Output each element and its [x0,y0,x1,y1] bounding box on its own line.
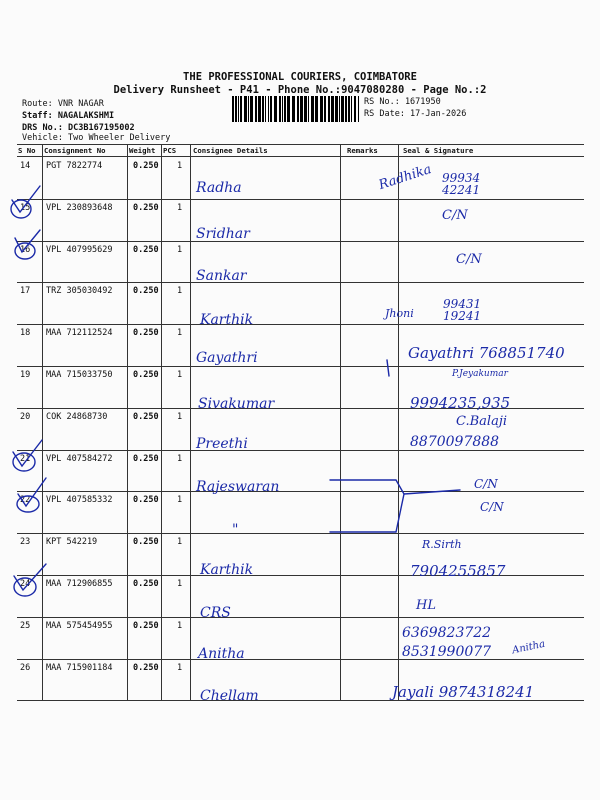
row-sno: 26 [20,662,31,673]
row-pcs: 1 [177,620,183,631]
barcode-bar [284,96,286,122]
row-sno: 24 [20,579,31,589]
sign-name-25: Anitha [511,638,547,657]
row-pcs: 1 [177,328,183,339]
column-divider [190,144,191,700]
barcode-bar [248,96,249,122]
row-consignment-no: VPL 230893648 [46,202,113,213]
column-divider [398,144,399,700]
row-weight: 0.250 [133,411,159,422]
sign-25: 6369823722 8531990077 [402,625,492,660]
table-top-rule [17,144,584,145]
bracket-21-22 [330,480,404,532]
barcode-bar [274,96,277,122]
row-pcs: 1 [177,286,183,297]
column-divider [340,144,341,700]
row-sno: 14 [20,161,31,171]
barcode-bar [255,96,257,122]
row-pcs: 1 [177,579,183,589]
company-name: THE PROFESSIONAL COURIERS, COIMBATORE [183,71,417,83]
barcode-bar [335,96,338,122]
row-pcs: 1 [177,202,183,213]
barcode-bar [282,96,283,122]
row-consignment-no: PGT 7822774 [46,161,103,171]
row-consignment-no: VPL 407585332 [46,495,113,506]
row-sno: 25 [20,620,31,631]
barcode-bar [270,96,272,122]
row-consignment-no: MAA 715901184 [46,662,113,673]
header-rule [17,156,584,157]
barcode-bar [339,96,340,122]
row-consignment-no: VPL 407584272 [46,453,113,464]
consignee-25: Anitha [198,646,245,662]
row-weight: 0.250 [133,537,159,548]
row-sno: 19 [20,370,31,380]
row-weight: 0.250 [133,202,159,213]
row-weight: 0.250 [133,453,159,464]
sign-19: 9994235,935 [410,394,511,412]
sign-23: 7904255857 [410,562,506,580]
barcode-bar [244,96,247,122]
row-sno: 22 [20,495,31,506]
barcode-bar [304,96,307,122]
col-weight: Weight [129,146,156,155]
route: Route: VNR NAGAR [22,99,104,109]
consignee-23: Karthik [200,562,254,578]
row-pcs: 1 [177,244,183,255]
row-sno: 17 [20,286,31,297]
col-consignment: Consignment No [44,146,106,155]
barcode-bar [292,96,295,122]
barcode-bar [250,96,253,122]
barcode [232,96,360,122]
consignee-20: Preethi [196,436,248,452]
row-divider [17,617,584,618]
consignee-17: Karthik [200,312,254,328]
row-consignment-no: MAA 575454955 [46,620,113,631]
row-divider [17,282,584,283]
sign-22: C/N [480,500,504,514]
row-pcs: 1 [177,662,183,673]
row-consignment-no: TRZ 305030492 [46,286,113,297]
barcode-bar [311,96,314,122]
column-divider [161,144,162,700]
row-pcs: 1 [177,537,183,548]
row-consignment-no: VPL 407995629 [46,244,113,255]
vehicle: Vehicle: Two Wheeler Delivery [22,133,171,143]
barcode-bar [324,96,326,122]
sign-name-17: Jhoni [385,307,414,320]
row-sno: 15 [20,202,31,213]
sign-18: Gayathri 768851740 [408,344,565,362]
row-divider [17,324,584,325]
row-weight: 0.250 [133,370,159,380]
sign-20: 8870097888 [410,434,500,450]
barcode-bar [308,96,309,122]
col-seal-signature: Seal & Signature [403,146,474,155]
row-weight: 0.250 [133,579,159,589]
col-sno: S No [18,146,36,155]
col-remarks: Remarks [347,146,378,155]
sign-name-19: P.Jeyakumar [452,369,508,379]
col-consignee: Consignee Details [193,146,268,155]
sign-name-14: Radhika [377,161,434,194]
row-consignment-no: MAA 715033750 [46,370,113,380]
sign-21: C/N [474,477,498,491]
sign-name-20: C.Balaji [456,414,508,429]
barcode-bar [262,96,264,122]
col-pcs: PCS [163,146,177,155]
barcode-bar [345,96,347,122]
barcode-bar [341,96,344,122]
row-divider [17,241,584,242]
row-pcs: 1 [177,161,183,171]
row-weight: 0.250 [133,161,159,171]
row-pcs: 1 [177,495,183,506]
sign-24: HL [416,598,436,613]
consignee-21: Rajeswaran [196,479,280,495]
barcode-bar [268,96,269,122]
row-consignment-no: COK 24868730 [46,411,108,422]
row-consignment-no: MAA 712112524 [46,328,113,339]
sign-14: 99934 42241 [442,171,481,197]
barcode-bar [232,96,234,122]
consignee-14: Radha [196,180,242,196]
barcode-bar [320,96,323,122]
row-pcs: 1 [177,411,183,422]
consignee-26: Chellam [200,688,259,704]
row-pcs: 1 [177,453,183,464]
row-weight: 0.250 [133,328,159,339]
barcode-bar [358,96,359,122]
barcode-bar [331,96,334,122]
drs-number: DRS No.: DC3B167195002 [22,123,135,133]
barcode-bar [348,96,350,122]
barcode-bar [315,96,318,122]
rs-number: RS No.: 1671950 [364,97,441,107]
row-divider [17,199,584,200]
row-weight: 0.250 [133,244,159,255]
consignee-22: " [232,522,239,538]
sign-17: 99431 19241 [443,297,482,323]
barcode-bar [238,96,239,122]
barcode-bar [328,96,330,122]
row-divider [17,366,584,367]
sign-15: C/N [442,208,468,223]
column-divider [127,144,128,700]
barcode-bar [287,96,290,122]
row-weight: 0.250 [133,286,159,297]
sign-name-23: R.Sirth [422,538,462,551]
row-consignment-no: KPT 542219 [46,537,98,548]
row-divider [17,491,584,492]
barcode-bar [258,96,261,122]
barcode-bar [279,96,281,122]
row-sno: 18 [20,328,31,339]
barcode-bar [240,96,242,122]
row-sno: 21 [20,453,31,464]
row-weight: 0.250 [133,495,159,506]
mark-18 [387,360,389,376]
row-consignment-no: MAA 712906855 [46,579,113,589]
barcode-bar [297,96,299,122]
column-divider [42,144,43,700]
sign-16: C/N [456,252,482,267]
barcode-bar [265,96,266,122]
row-weight: 0.250 [133,662,159,673]
row-divider [17,533,584,534]
rs-date: RS Date: 17-Jan-2026 [364,109,467,119]
sign-26: Jayali 9874318241 [392,683,535,701]
barcode-bar [351,96,352,122]
consignee-15: Sridhar [196,226,250,242]
row-sno: 20 [20,411,31,422]
staff: Staff: NAGALAKSHMI [22,111,115,121]
consignee-16: Sankar [196,268,247,284]
barcode-bar [235,96,237,122]
row-weight: 0.250 [133,620,159,631]
barcode-bar [300,96,303,122]
row-sno: 16 [20,244,31,255]
runsheet-title: Delivery Runsheet - P41 - Phone No.:9047080280 - Page No.:2 [113,84,487,96]
consignee-19: Sivakumar [198,396,275,412]
consignee-18: Gayathri [196,350,258,366]
row-sno: 23 [20,537,31,548]
barcode-bar [354,96,356,122]
row-pcs: 1 [177,370,183,380]
consignee-24: CRS [200,605,231,621]
